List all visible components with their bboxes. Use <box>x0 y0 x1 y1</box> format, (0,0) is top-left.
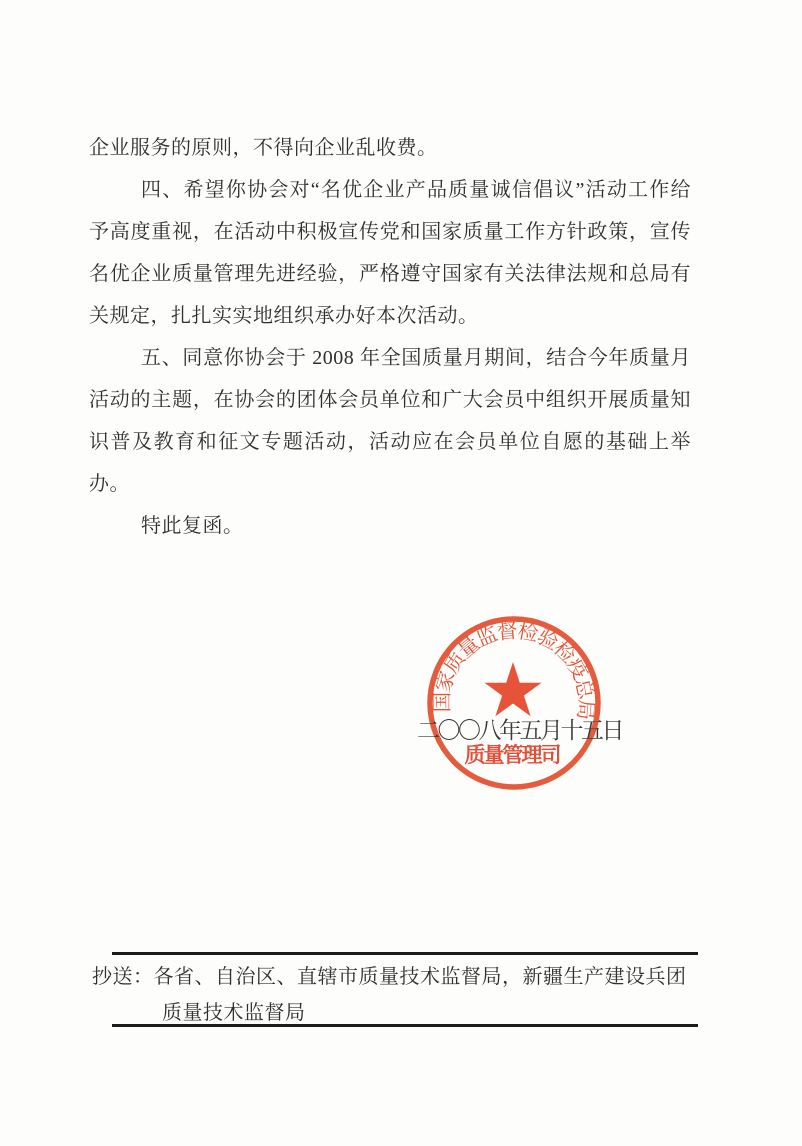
body-line: 名优企业质量管理先进经验，严格遵守国家有关法律法规和总局有 <box>89 263 691 285</box>
cc-block <box>92 959 708 1031</box>
footer-bottom-rule <box>112 1024 698 1027</box>
seal-arc-text-path: 国家质量监督检验检疫总局 <box>430 619 598 720</box>
body-line: 关规定，扎扎实实地组织承办好本次活动。 <box>89 305 479 327</box>
body-line: 四、希望你协会对“名优企业产品质量诚信倡议”活动工作给 <box>141 179 691 201</box>
official-seal <box>424 613 604 793</box>
star-icon <box>485 662 542 716</box>
body-line: 活动的主题，在协会的团体会员单位和广大会员中组织开展质量知 <box>89 389 691 411</box>
cc-line-continuation: 质量技术监督局 <box>162 1002 306 1024</box>
footer-top-rule <box>112 952 698 955</box>
body-line: 办。 <box>89 473 130 495</box>
closing-line: 特此复函。 <box>141 515 244 537</box>
letter-body <box>89 127 691 547</box>
cc-line: 抄送：各省、自治区、直辖市质量技术监督局，新疆生产建设兵团 <box>92 966 687 988</box>
date-text: 二〇〇八年五月十五日 <box>417 718 622 743</box>
body-line: 予高度重视，在活动中积极宣传党和国家质量工作方针政策，宣传 <box>89 221 691 243</box>
body-line: 五、同意你协会于 2008 年全国质量月期间，结合今年质量月 <box>141 347 691 369</box>
seal-department-text: 质量管理司 <box>464 744 560 767</box>
body-line: 识普及教育和征文专题活动，活动应在会员单位自愿的基础上举 <box>89 431 691 453</box>
body-line: 企业服务的原则，不得向企业乱收费。 <box>89 137 438 159</box>
